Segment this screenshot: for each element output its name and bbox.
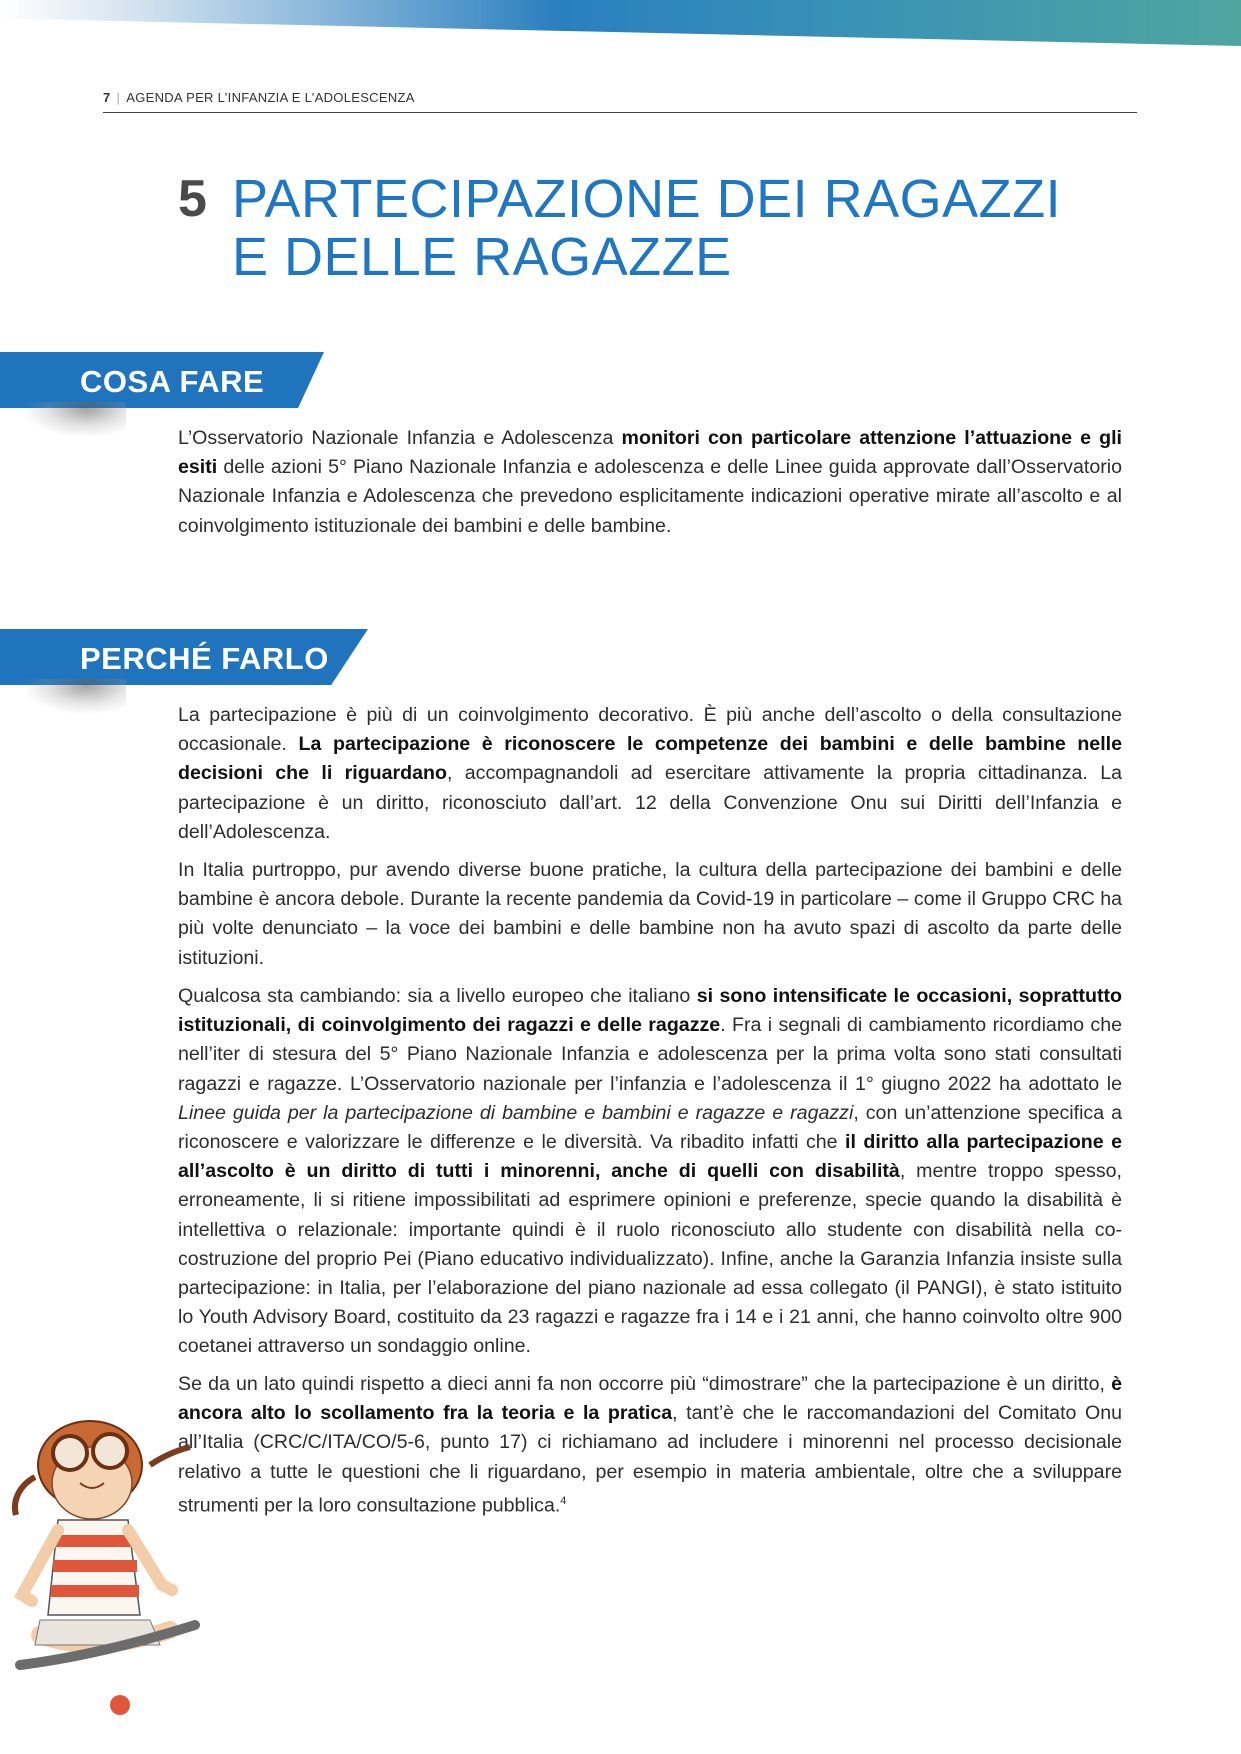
bold-text-run: La partecipazione è riconoscere le competenze dei bambini e delle bambine nelle decisioni che li riguardano — [178, 733, 1122, 785]
running-header — [103, 90, 1137, 113]
perche-farlo-paragraph-2: In Italia purtroppo, pur avendo diverse buone pratiche, la cultura della partecipazione dei bambini e delle bambine è ancora debole. Durante la recente pandemia da Covid-19 in particolare – come il Gruppo CRC ha più volte denunciato – la voce dei bambini e delle bambine non ha avuto spazi di ascolto da parte delle istituzioni. — [178, 859, 1122, 969]
section-tab-perche-farlo — [0, 629, 372, 687]
section-tab-shadow — [26, 402, 126, 436]
running-title: AGENDA PER L’INFANZIA E L’ADOLESCENZA — [126, 90, 415, 105]
italic-text-run: Linee guida per la partecipazione di bambine e bambini e ragazze e ragazzi — [178, 1101, 854, 1124]
text-run: , mentre troppo spesso, erroneamente, li si ritiene impossibilitati ad esprimere opinioni e preferenze, specie quando la disabilità è intellettiva o relazionale: importante quindi è il ruolo riconosciuto allo studente con disabilità nella co-costruzione del proprio Pei (Piano educativo individualizzato). Infine, anche la Garanzia Infanzia insiste sulla partecipazione: in Italia, per l’elaborazione del piano nazionale ad essa collegato (il PANGI), è stato istituito lo Youth Advisory Board, costituito da 23 ragazzi e ragazze fra i 14 e i 21 anni, che hanno coinvolto oltre 900 coetanei attraverso un sondaggio online. — [178, 1160, 1122, 1358]
text-run: , accompagnandoli ad esercitare attivamente la propria cittadinanza. La partecipazione è un diritto, riconosciuto dall’art. 12 della Convenzione Onu sui Diritti dell’Infanzia e dell’Adolescenza. — [178, 762, 1123, 843]
sock-detail — [110, 1695, 130, 1715]
bold-text-run: è ancora alto lo scollamento fra la teoria e la pratica — [178, 1373, 1122, 1425]
chapter-title-line1: PARTECIPAZIONE DEI RAGAZZI — [232, 169, 1062, 229]
text-run: . Fra i segnali di cambiamento ricordiamo che nell’iter di stesura del 5° Piano Nazionale Infanzia e adolescenza per la prima volta sono stati consultati ragazzi e ragazze. L’Osservatorio nazionale per l’infanzia e l’adolescenza il 1° giugno 2022 ha adottato le — [178, 1014, 1123, 1095]
bold-text-run: monitori con particolare attenzione l’attuazione e gli esiti — [178, 427, 1122, 479]
section-tab-cosa-fare — [0, 352, 330, 410]
header-separator: | — [116, 90, 121, 105]
perche-farlo-paragraph-3 — [178, 982, 1122, 1362]
goggle-left — [53, 1436, 87, 1470]
shirt-stripe — [55, 1535, 135, 1547]
section-heading: PERCHÉ FARLO — [80, 641, 329, 676]
section-tab-shadow — [26, 679, 126, 713]
text-run: , tant’è che le raccomandazioni del Comitato Onu all’Italia (CRC/C/ITA/CO/5-6, punto 17) ci richiamano ad includere i minorenni nel processo decisionale relativo a tutte le questioni che li riguardano, per esempio in materia ambientale, oltre che a sviluppare strumenti per la loro consultazione pubblica. — [178, 1402, 1123, 1517]
text-run: , con un’attenzione specifica a riconoscere e valorizzare le differenze e le diversità. Va ribadito infatti che — [178, 1101, 1123, 1154]
text-run: L’Osservatorio Nazionale Infanzia e Adolescenza — [178, 427, 622, 449]
pigtail-right — [150, 1447, 190, 1465]
chapter-title-line2: E DELLE RAGAZZE — [232, 227, 732, 287]
shirt-stripe — [51, 1585, 139, 1597]
decorative-top-band — [0, 0, 1241, 46]
bold-text-run: si sono intensificate le occasioni, soprattutto istituzionali, di coinvolgimento dei ragazzi e delle ragazze — [178, 985, 1122, 1037]
text-run: delle azioni 5° Piano Nazionale Infanzia e adolescenza e delle Linee guida approvate dall’Osservatorio Nazionale Infanzia e Adolescenza che prevedono esplicitamente indicazioni operative mirate all’ascolto e al coinvolgimento istituzionale dei bambini e delle bambine. — [178, 456, 1122, 537]
page-number: 7 — [103, 90, 111, 105]
text-run: Qualcosa sta cambiando: sia a livello europeo che italiano — [178, 985, 697, 1007]
shirt-stripe — [53, 1560, 137, 1572]
child-illustration — [0, 1405, 200, 1754]
bold-text-run: il diritto alla partecipazione e all’ascolto è un diritto di tutti i minorenni, anche di quelli con disabilità — [178, 1131, 1122, 1183]
perche-farlo-paragraph-4 — [178, 1370, 1122, 1521]
chapter-number: 5 — [178, 170, 207, 228]
perche-farlo-paragraph-1 — [178, 701, 1122, 847]
text-run: Se da un lato quindi rispetto a dieci anni fa non occorre più “dimostrare” che la partecipazione è un diritto, — [178, 1373, 1112, 1395]
chapter-title-text — [232, 170, 1092, 286]
section-heading: COSA FARE — [80, 364, 265, 399]
goggle-right — [93, 1434, 127, 1468]
cosa-fare-paragraph — [178, 424, 1122, 541]
text-run: La partecipazione è più di un coinvolgimento decorativo. È più anche dell’ascolto o della consultazione occasionale. — [178, 704, 1122, 756]
footnote-marker: 4 — [560, 1494, 567, 1507]
pigtail-left — [15, 1477, 35, 1515]
